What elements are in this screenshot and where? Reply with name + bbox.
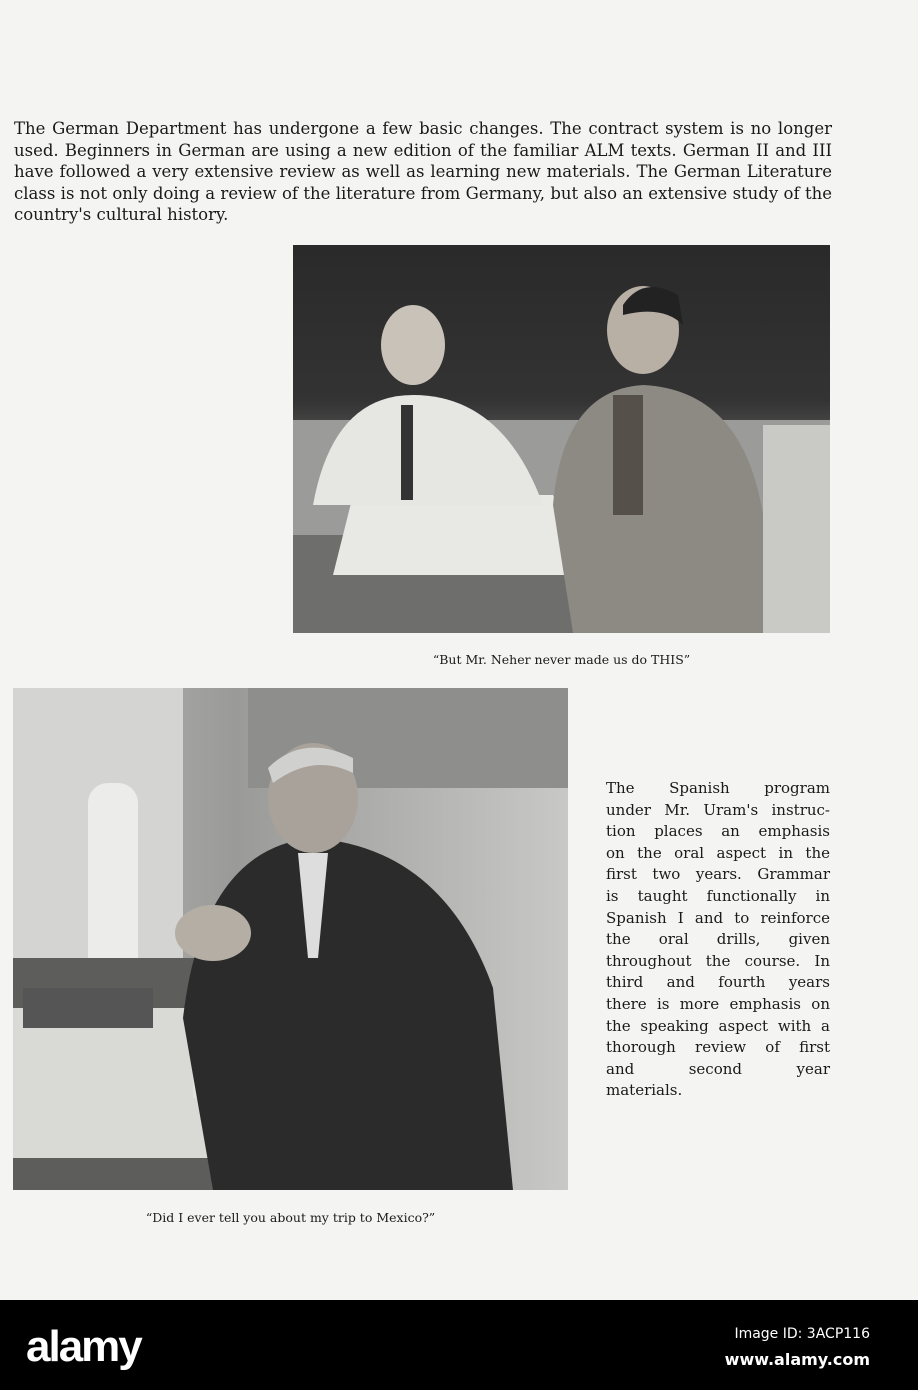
photo-german-class-image [293,245,830,633]
text-line: third and fourth years [606,973,830,992]
text-line: used. Beginners in German are using a new edition of the familiar ALM texts. German II and III [14,140,832,160]
text-line: the oral drills, given [606,930,830,949]
photo-german-class [293,245,830,633]
text-line: and second year [606,1059,830,1078]
text-line: first two years. Grammar [606,865,830,884]
photo1-caption: “But Mr. Neher never made us do THIS” [432,652,691,667]
watermark-bar [0,1300,918,1390]
text-line: The German Department has undergone a few basic changes. The contract system is no longer [14,119,832,138]
text-line: materials. [606,1081,683,1100]
text-line: class is not only doing a review of the literature from Germany, but also an extensive study of the [14,183,832,203]
text-line: throughout the course. In [606,951,830,970]
photo2-caption: “Did I ever tell you about my trip to Mexico?” [145,1210,436,1225]
text-line: Spanish I and to reinforce [606,908,830,927]
spanish-program-paragraph [606,778,830,1102]
text-line: is taught functionally in [606,886,830,905]
text-line: the speaking aspect with a [606,1016,830,1035]
watermark-url: www.alamy.com [724,1350,870,1369]
text-line: The Spanish program [606,779,830,797]
alamy-logo: alamy [26,1322,141,1371]
text-line: on the oral aspect in the [606,843,830,862]
photo-spanish-teacher-image [13,688,568,1190]
text-line: thorough review of first [606,1038,830,1057]
text-line: tion places an emphasis [606,822,830,841]
text-line: under Mr. Uram's instruc- [606,800,830,819]
text-line: country's cultural history. [14,205,229,224]
image-id: Image ID: 3ACP116 [734,1326,870,1342]
text-line: there is more emphasis on [606,994,830,1013]
german-department-paragraph [14,118,832,226]
photo-spanish-teacher [13,688,568,1190]
text-line: have followed a very extensive review as well as learning new materials. The German Literature [14,162,832,181]
